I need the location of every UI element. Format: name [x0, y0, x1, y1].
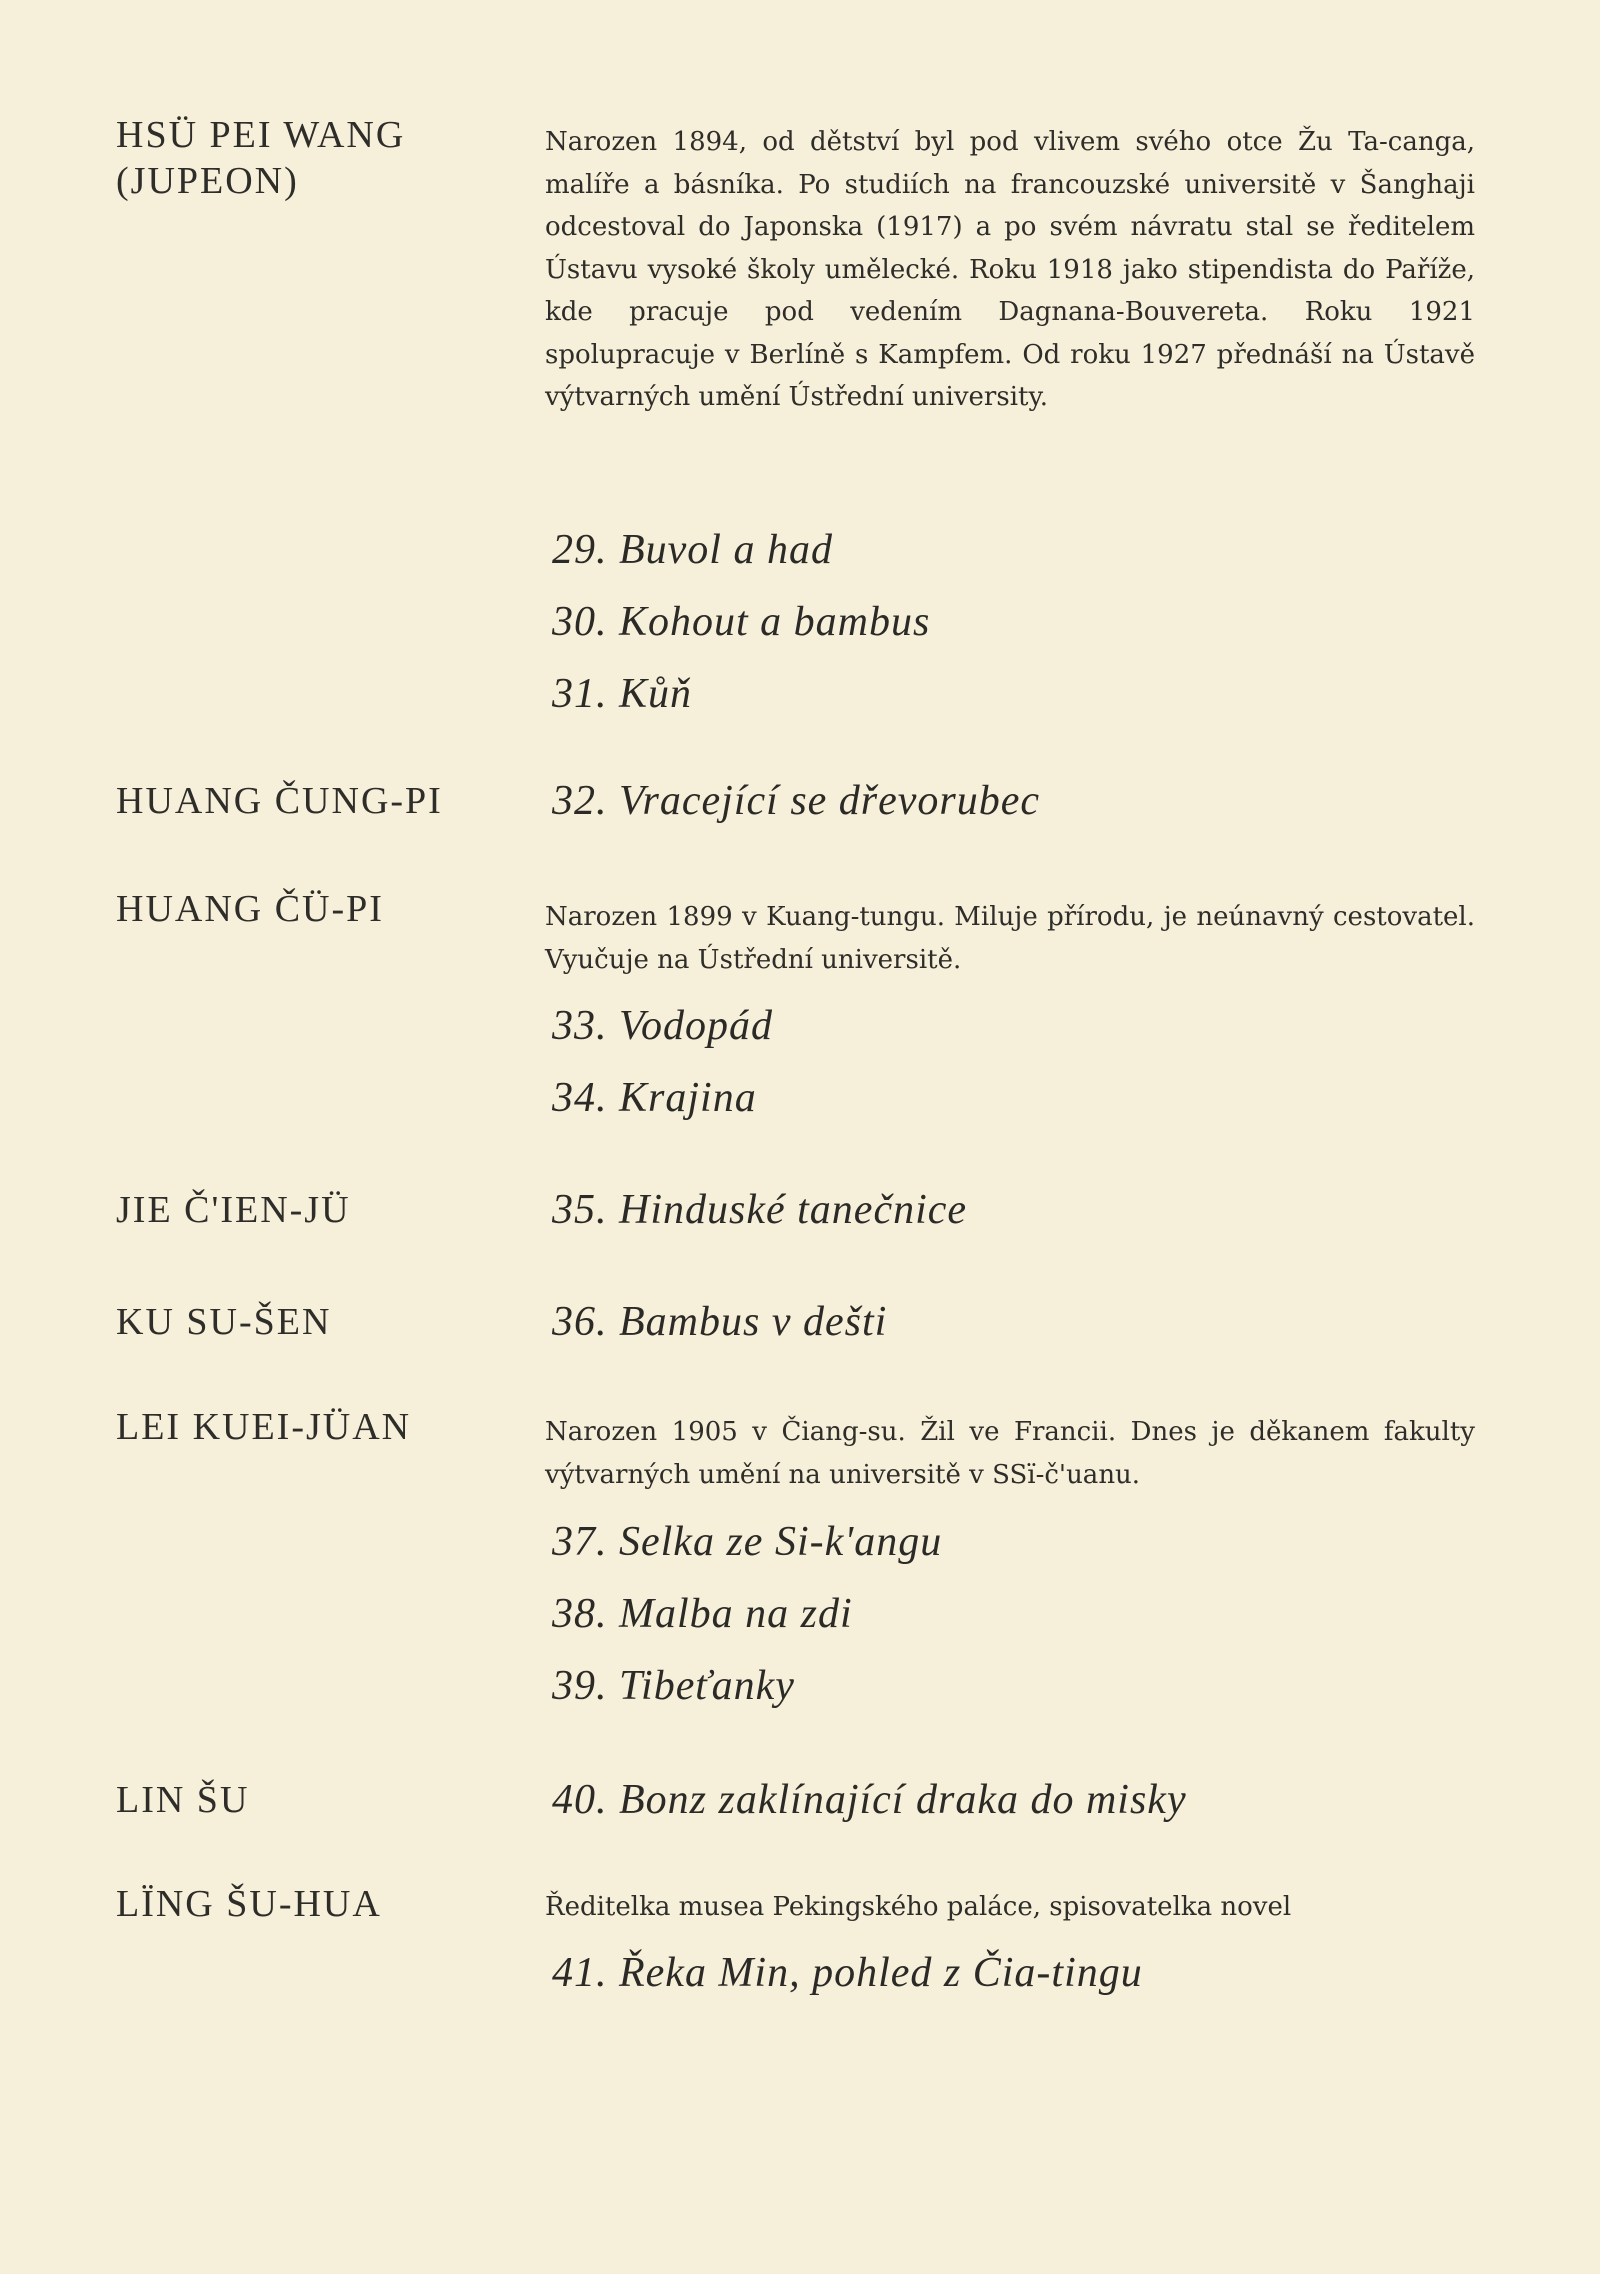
work-item [552, 1286, 1552, 1358]
work-item [552, 765, 1552, 837]
work-number: 41. [552, 1950, 608, 1996]
artist-name: LEI KUEI-JÜAN [116, 1406, 412, 1448]
work-title: Vodopád [619, 1003, 773, 1049]
artist-name: HSÜ PEI WANG (JUPEON) [116, 114, 406, 202]
work-title: Kůň [619, 671, 693, 717]
works-list [552, 765, 1552, 837]
work-number: 39. [552, 1663, 608, 1709]
works-list [552, 990, 1552, 1134]
work-number: 33. [552, 1003, 608, 1049]
work-number: 32. [552, 778, 608, 824]
works-list [552, 514, 1552, 730]
artist-biography: Narozen 1899 v Kuang-tungu. Miluje přírodu, je neúnavný cestovatel. Vyučuje na Ústřední universitě. [545, 902, 1475, 975]
work-item [552, 586, 1552, 658]
work-title: Krajina [619, 1075, 757, 1121]
artist-name: HUANG ČÜ-PI [116, 888, 384, 930]
artist-name: JIE Č'IEN-JÜ [116, 1189, 351, 1231]
work-title: Selka ze Si-k'angu [619, 1519, 943, 1565]
work-title: Řeka Min, pohled z Čia-tingu [619, 1950, 1143, 1996]
work-number: 30. [552, 599, 608, 645]
work-title: Bonz zaklínající draka do misky [619, 1777, 1187, 1823]
work-title: Bambus v dešti [619, 1299, 888, 1345]
work-title: Buvol a had [619, 527, 833, 573]
work-title: Hinduské tanečnice [619, 1187, 968, 1233]
work-number: 36. [552, 1299, 608, 1345]
works-list [552, 1937, 1552, 2009]
work-item [552, 658, 1552, 730]
artist-biography: Narozen 1905 v Čiang-su. Žil ve Francii. Dnes je děkanem fakulty výtvarných umění na universitě v SSï-č'uanu. [545, 1417, 1475, 1490]
work-title: Malba na zdi [619, 1591, 853, 1637]
work-item [552, 1578, 1552, 1650]
work-item [552, 1062, 1552, 1134]
work-number: 37. [552, 1519, 608, 1565]
works-list [552, 1764, 1552, 1836]
work-item [552, 1650, 1552, 1722]
work-number: 34. [552, 1075, 608, 1121]
work-title: Kohout a bambus [619, 599, 931, 645]
artist-name: HUANG ČUNG-PI [116, 780, 443, 822]
work-number: 38. [552, 1591, 608, 1637]
work-item [552, 1506, 1552, 1578]
work-title: Vracející se dřevorubec [619, 778, 1041, 824]
work-item [552, 1937, 1552, 2009]
work-item [552, 990, 1552, 1062]
artist-biography: Narozen 1894, od dětství byl pod vlivem svého otce Žu Ta-canga, malíře a básníka. Po studiích na francouzské universitě v Šanghaji odcestoval do Japonska (1917) a po svém návratu stal se ředitelem Ústavu vysoké školy umělecké. Roku 1918 jako stipendista do Paříže, kde pracuje pod vedením Dagnana-Bouvereta. Roku 1921 spolupracuje v Berlíně s Kampfem. Od roku 1927 přednáší na Ústavě výtvarných umění Ústřední university. [545, 127, 1475, 412]
works-list [552, 1506, 1552, 1722]
work-number: 40. [552, 1777, 608, 1823]
work-number: 29. [552, 527, 608, 573]
work-item [552, 514, 1552, 586]
work-title: Tibeťanky [619, 1663, 795, 1709]
work-item [552, 1174, 1552, 1246]
work-item [552, 1764, 1552, 1836]
artist-biography: Ředitelka musea Pekingského paláce, spisovatelka novel [545, 1892, 1292, 1922]
artist-name: LIN ŠU [116, 1779, 250, 1821]
works-list [552, 1174, 1552, 1246]
work-number: 31. [552, 671, 608, 717]
artist-name: KU SU-ŠEN [116, 1301, 332, 1343]
works-list [552, 1286, 1552, 1358]
work-number: 35. [552, 1187, 608, 1233]
artist-name: LÏNG ŠU-HUA [116, 1883, 382, 1925]
